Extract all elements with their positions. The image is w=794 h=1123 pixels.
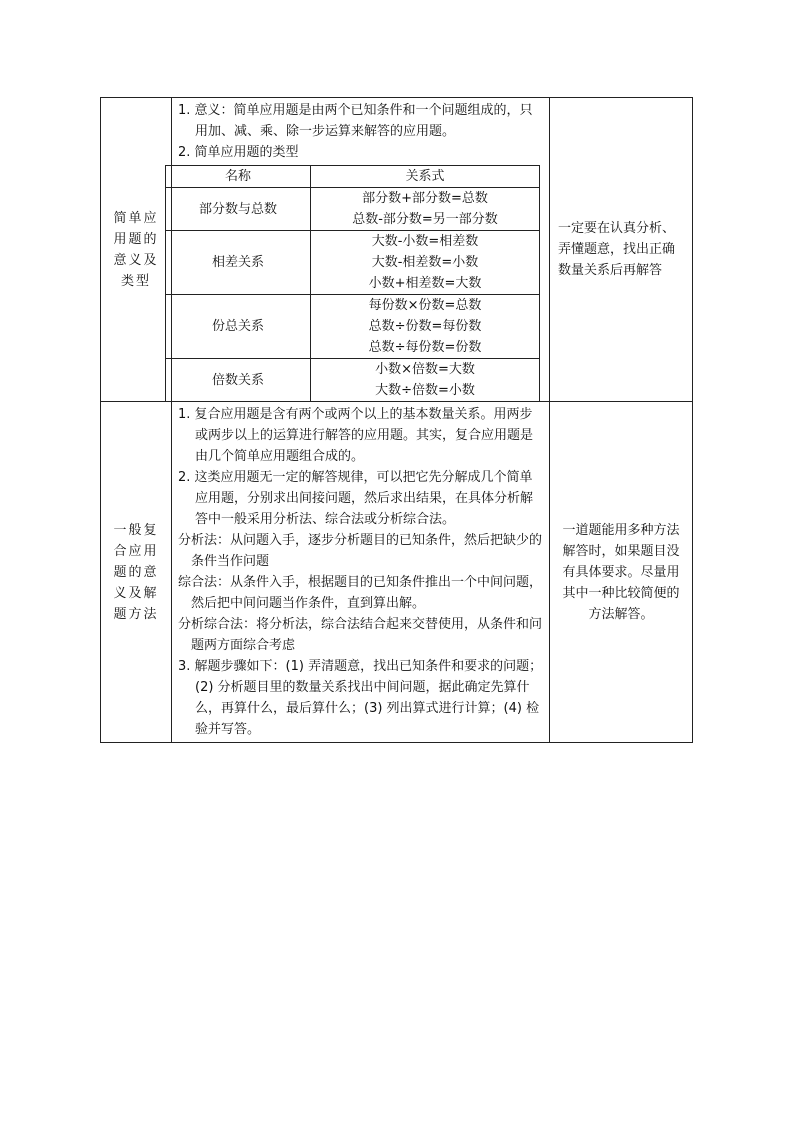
formula: 总数-部分数=另一部分数 (352, 212, 498, 227)
knowledge-table (100, 97, 693, 743)
type-name: 倍数关系 (166, 359, 311, 402)
content-cell (172, 98, 550, 402)
type-formulas (311, 188, 540, 231)
types-row (166, 231, 540, 295)
section-simple (101, 98, 693, 402)
formula: 小数+相差数=大数 (368, 276, 482, 291)
type-name: 部分数与总数 (166, 188, 311, 231)
method-overview: 2. 这类应用题无一定的解答规律，可以把它先分解成几个简单应用题，分别求出间接问题，然后求出结果，在具体分析解答中一般采用分析法、综合法或分析综合法。 (178, 470, 534, 527)
types-row (166, 359, 540, 402)
header-formula: 关系式 (311, 166, 540, 188)
category-cell (101, 402, 172, 743)
types-header-row (166, 166, 540, 188)
type-name: 相差关系 (166, 231, 311, 295)
type-formulas (311, 295, 540, 359)
formula: 大数-小数=相差数 (371, 234, 479, 249)
types-table (165, 165, 540, 402)
type-formulas (311, 231, 540, 295)
note-text: 一道题能用多种方法解答时，如果题目没有具体要求。尽量用其中一种比较简便的方法解答。 (562, 522, 680, 622)
category-cell (101, 98, 172, 402)
content-cell (172, 402, 550, 743)
synthesis-method: 综合法：从条件入手，根据题目的已知条件推出一个中间问题，然后把中间问题当作条件，直到算出解。 (178, 575, 543, 611)
category-label: 一般复合应用题的意义及解题方法 (113, 522, 159, 622)
definition-text: 1. 复合应用题是含有两个或两个以上的基本数量关系。用两步或两步以上的运算进行解答的应用题。其实，复合应用题是由几个简单应用题组合成的。 (178, 407, 534, 464)
types-row (166, 188, 540, 231)
solving-steps: 3. 解题步骤如下：(1) 弄清题意，找出已知条件和要求的问题；(2) 分析题目里的数量关系找出中间问题，据此确定先算什么，再算什么，最后算什么；(3) 列出算式进行计算；(4) 检验并写答。 (178, 659, 543, 737)
note-text: 一定要在认真分析、弄懂题意，找出正确数量关系后再解答 (558, 221, 676, 278)
category-label: 简单应用题的意义及类型 (113, 210, 159, 289)
formula: 总数÷份数=每份数 (368, 319, 482, 334)
type-name: 份总关系 (166, 295, 311, 359)
combined-method: 分析综合法：将分析法，综合法结合起来交替使用，从条件和问题两方面综合考虑 (178, 617, 543, 653)
formula: 总数÷每份数=份数 (368, 340, 482, 355)
note-cell (550, 402, 693, 743)
formula: 小数×倍数=大数 (375, 362, 475, 377)
header-name: 名称 (166, 166, 311, 188)
analysis-method: 分析法：从问题入手，逐步分析题目的已知条件，然后把缺少的条件当作问题 (178, 533, 543, 569)
formula: 每份数×份数=总数 (368, 298, 482, 313)
types-heading: 2. 简单应用题的类型 (178, 145, 299, 160)
formula: 大数-相差数=小数 (371, 255, 479, 270)
type-formulas (311, 359, 540, 402)
formula: 部分数+部分数=总数 (362, 191, 488, 206)
definition-text: 1. 意义：简单应用题是由两个已知条件和一个问题组成的，只用加、减、乘、除一步运算来解答的应用题。 (178, 103, 533, 139)
section-compound (101, 402, 693, 743)
types-row (166, 295, 540, 359)
note-cell (550, 98, 693, 402)
formula: 大数÷倍数=小数 (375, 383, 475, 398)
